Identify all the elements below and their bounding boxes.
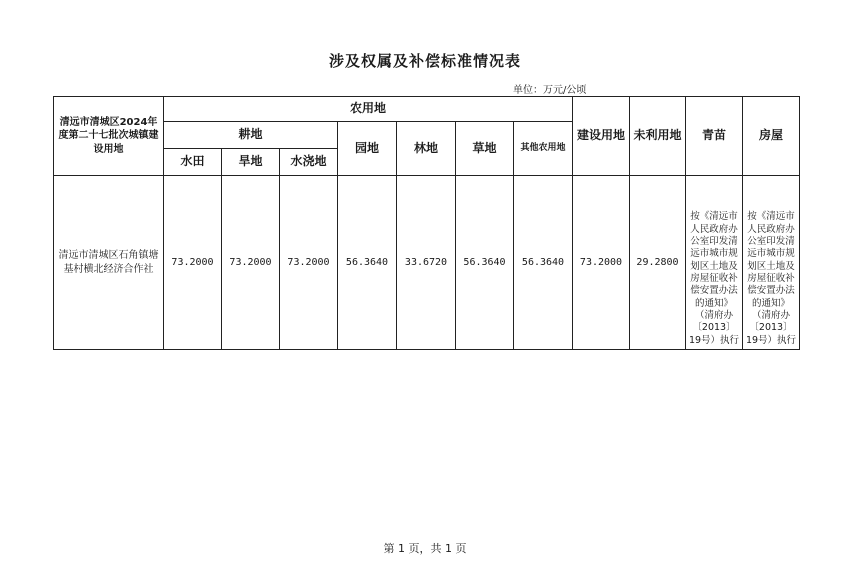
- house-note: 按《清远市人民政府办公室印发清远市城市规划区土地及房屋征收补偿安置办法的通知》（清府办〔2013〕19号）执行: [743, 176, 800, 350]
- cultivated-land-header: 耕地: [164, 122, 338, 149]
- owner-cell: 清远市清城区石角镇塘基村横北经济合作社: [54, 176, 164, 350]
- unused-value: 29.2800: [630, 176, 686, 350]
- page-title: 涉及权属及补偿标准情况表: [328, 52, 521, 70]
- paddy-value: 73.2000: [164, 176, 222, 350]
- crops-note: 按《清远市人民政府办公室印发清远市城市规划区土地及房屋征收补偿安置办法的通知》（清府办〔2013〕19号）执行: [686, 176, 743, 350]
- grass-header: 草地: [456, 122, 514, 176]
- garden-value: 56.3640: [338, 176, 397, 350]
- page-footer: 第 1 页，共 1 页: [383, 542, 467, 555]
- construction-land-header: 建设用地: [573, 97, 630, 176]
- other-agri-value: 56.3640: [514, 176, 573, 350]
- construction-value: 73.2000: [573, 176, 630, 350]
- crops-header: 青苗: [686, 97, 743, 176]
- other-agri-header: 其他农用地: [514, 122, 573, 176]
- unit-label: 单位：万元/公顷: [513, 85, 587, 96]
- grass-value: 56.3640: [456, 176, 514, 350]
- agri-land-header: 农用地: [164, 97, 573, 122]
- paddy-header: 水田: [164, 149, 222, 176]
- irrigated-header: 水浇地: [280, 149, 338, 176]
- dry-header: 旱地: [222, 149, 280, 176]
- forest-value: 33.6720: [397, 176, 456, 350]
- house-header: 房屋: [743, 97, 800, 176]
- table-row: [54, 176, 800, 350]
- header-row-1: [54, 97, 800, 122]
- dry-value: 73.2000: [222, 176, 280, 350]
- compensation-table: [53, 96, 800, 350]
- unused-land-header: 未利用地: [630, 97, 686, 176]
- irrigated-value: 73.2000: [280, 176, 338, 350]
- forest-header: 林地: [397, 122, 456, 176]
- land-name-header: 清远市清城区2024年度第二十七批次城镇建设用地: [54, 97, 164, 176]
- garden-header: 园地: [338, 122, 397, 176]
